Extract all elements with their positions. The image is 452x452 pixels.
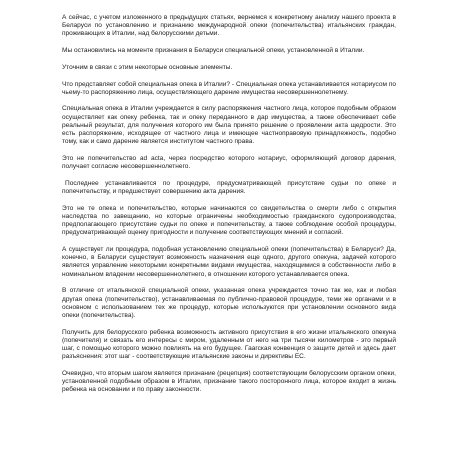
- paragraph-private-disposition: Специальная опека в Италии учреждается в силу распоряжения частного лица, которое подобным образом осуществляет как опеку ребенка, так и опеку переданного в дар имущества, а также обеспечивает себе реальный результат, для получения которого им была принято решение о проявлении акта щедрости. Это есть распоряжение, исходящее от частного лица и имеющее частноправовую принадлежность, подобно тому, как и само дарение является институтом частного права.: [62, 105, 396, 146]
- paragraph-clarify-elements: Уточним в связи с этим некоторые основные элементы.: [62, 63, 233, 71]
- paragraph-first-step: Получить для белорусского ребенка возможность активного присутствия в его жизни итальянского опекуна (попечителя) и связать его интересы с миром, удаленным от него на три тысячи километров - это первый шаг, с помощью которого можно повлиять на его будущее. Гаагская конвенция о защите детей и здесь дает разъяснения: этот шаг - соответствующие итальянские законы и директивы ЕС.: [62, 328, 396, 361]
- paragraph-what-is-special-guardianship: Что представляет собой специальная опека в Италии? - Специальная опека устанавливается нотариусом по чьему-то распоряжению лица, осуществляющего дарение имущества несовершеннолетнему.: [62, 80, 396, 96]
- paragraph-second-step: Очевидно, что вторым шагом является признание (рецепция) соответствующим белорусским органом опеки, установленной подобным образом в Италии, признание такого посторонного лица, которое входит в жизнь ребенка на основании и по праву законности.: [62, 370, 396, 394]
- document-page: [62, 14, 396, 403]
- paragraph-not-ad-acta: Это не попечительство ad acta, через посредство которого нотариус, оформляющий договор дарения, получает согласие несовершеннолетнего.: [62, 154, 396, 171]
- paragraph-judge-procedure: Последнее устанавливается по процедуре, предусматривающей присутствие судьи по опеке и попечительству, и предшествует совершению акта дарения.: [62, 179, 396, 196]
- paragraph-intro: А сейчас, с учетом изложенного в предыдущих статьях, вернемся к конкретному анализу нашего проекта в Беларуси по установлению и признанию международной опеки (попечительства) итальянских граждан, проживающих в Италии, над белорусскими детьми.: [62, 14, 396, 38]
- paragraph-not-inheritance-guardianship: Это не те опека и попечительство, которые начинаются со свидетельства о смерти либо с открытия наследства по завещанию, но которые ограничены необходимостью гражданского судопроизводства, предполагающего присутствие судьи по опеке и попечительству, а также соблюдение особой процедуры, предусматривающей оценку пригодности и получение соответствующих мнений и согласий.: [62, 204, 396, 237]
- paragraph-belarus-procedure: А существует ли процедура, подобная установлению специальной опеки (попечительства) в Беларуси? Да, конечно, в Беларуси существует возможность назначения еще одного, другого опекуна, задачей которого является управление некоторыми конкретными видами имущества, находящимися в собственности либо в номинальном владении несовершеннолетнего, в отношении которого устанавливается опека.: [62, 246, 396, 278]
- paragraph-difference: В отличие от итальянской специальной опеки, указанная опека учреждается точно так же, как и любая другая опека (попечительство), устанавливаемая по публично-правовой процедуре, теми же органами и в основном с использованием тех же процедур, которые используются при установлении основного вида опеки (попечительства).: [62, 287, 396, 319]
- paragraph-recognition-point: Мы остановились на моменте признания в Беларуси специальной опеки, установленной в Италии.: [62, 47, 365, 55]
